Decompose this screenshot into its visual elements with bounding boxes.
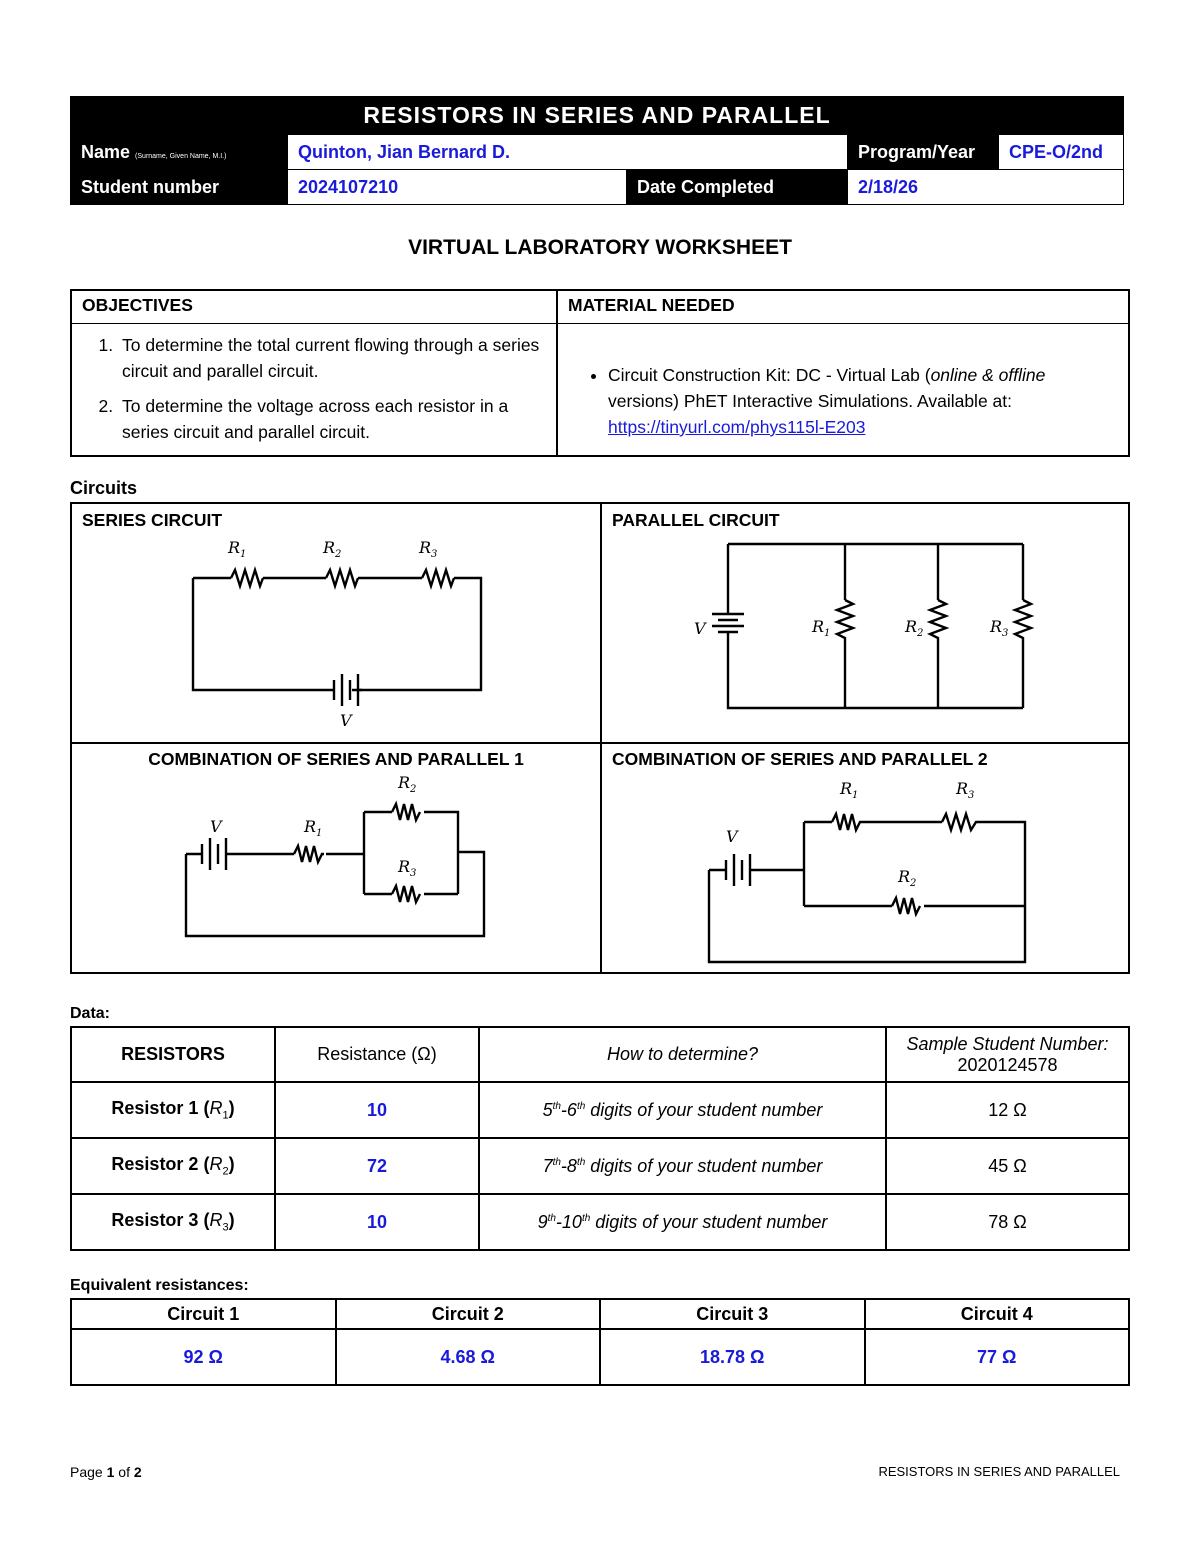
resistor-label: Resistor 3 $(R_3)$ — [71, 1194, 275, 1250]
col-header: Resistance (Ω) — [275, 1027, 479, 1082]
combo1-resistor-3 — [392, 886, 420, 902]
series-resistor-1 — [231, 570, 263, 586]
objectives-list — [80, 332, 546, 445]
program-label: Program/Year — [848, 135, 999, 170]
resistance-value[interactable]: 72 — [275, 1138, 479, 1194]
material-italic: online & offline — [930, 365, 1046, 385]
material-link[interactable]: https://tinyurl.com/phys115l-E203 — [608, 417, 866, 437]
date-label: Date Completed — [627, 170, 848, 205]
equivalent-value[interactable]: 18.78 Ω — [600, 1329, 865, 1385]
series-resistor-2 — [326, 570, 358, 586]
header-table — [70, 96, 1124, 205]
program-value[interactable]: CPE-O/2nd — [999, 135, 1124, 170]
series-r2-label: $R_2$ — [323, 538, 342, 560]
series-r1-label: $R_1$ — [228, 538, 247, 560]
combo2-r3-label: $R_3$ — [956, 779, 975, 801]
material-text-2: versions) PhET Interactive Simulations. Available at: — [608, 391, 1012, 411]
material-text: Circuit Construction Kit: DC - Virtual Lab ( — [608, 365, 931, 385]
parallel-wire — [728, 544, 1023, 708]
series-v-label: V — [340, 711, 352, 730]
combo2-r2-label: $R_2$ — [898, 867, 917, 889]
equivalent-value[interactable]: 4.68 Ω — [336, 1329, 601, 1385]
how-to-determine: 5th-6th digits of your student number — [479, 1082, 886, 1138]
col-header: How to determine? — [479, 1027, 886, 1082]
parallel-circuit-title: PARALLEL CIRCUIT — [612, 510, 780, 530]
sample-value: 12 Ω — [886, 1082, 1129, 1138]
objective-item: 2. To determine the voltage across each resistor in a series circuit and parallel circuit. — [118, 393, 546, 445]
name-hint: (Surname, Given Name, M.I.) — [135, 152, 227, 160]
resistor-label: Resistor 2 $(R_2)$ — [71, 1138, 275, 1194]
col-header: Sample Student Number: — [906, 1033, 1109, 1054]
worksheet-main-title: RESISTORS IN SERIES AND PARALLEL — [71, 97, 1124, 135]
combo1-r1-label: $R_1$ — [304, 817, 323, 839]
date-value[interactable]: 2/18/26 — [848, 170, 1124, 205]
resistance-value[interactable]: 10 — [275, 1194, 479, 1250]
col-header-sample — [886, 1027, 1129, 1082]
equivalent-table — [70, 1298, 1130, 1386]
series-wire — [193, 578, 481, 690]
resistance-value[interactable]: 10 — [275, 1082, 479, 1138]
circuit-diagrams — [72, 504, 1128, 972]
materials-cell — [557, 290, 1129, 456]
objective-item: 1. To determine the total current flowing through a series circuit and parallel circuit. — [118, 332, 546, 384]
parallel-r2-label: $R_2$ — [905, 617, 924, 639]
parallel-resistor-3 — [1015, 600, 1031, 648]
resistor-label: Resistor 1 $(R_1)$ — [71, 1082, 275, 1138]
combo2-battery — [722, 854, 756, 886]
sample-number: 2020124578 — [957, 1054, 1058, 1075]
circuits-heading: Circuits — [70, 478, 138, 498]
combo2-wire — [709, 822, 1025, 962]
circuits-grid — [70, 502, 1130, 974]
combo1-r2-label: $R_2$ — [398, 773, 417, 795]
student-number-label: Student number — [71, 170, 288, 205]
table-row — [71, 1138, 1129, 1194]
circuit-header: Circuit 4 — [865, 1299, 1130, 1329]
sample-value: 78 Ω — [886, 1194, 1129, 1250]
student-number-value[interactable]: 2024107210 — [288, 170, 627, 205]
parallel-v-label: V — [694, 619, 706, 638]
combo1-battery — [198, 838, 230, 870]
parallel-battery — [712, 612, 744, 638]
materials-list — [566, 362, 1118, 440]
table-row — [71, 1082, 1129, 1138]
parallel-resistor-2 — [930, 600, 946, 648]
data-heading: Data: — [70, 1005, 111, 1022]
how-to-determine: 7th-8th digits of your student number — [479, 1138, 886, 1194]
combo1-wire — [186, 812, 484, 936]
series-battery — [330, 674, 362, 706]
series-r3-label: $R_3$ — [419, 538, 438, 560]
footer-title: RESISTORS IN SERIES AND PARALLEL — [878, 1464, 1120, 1479]
combo2-resistor-2 — [892, 898, 920, 914]
equivalent-heading: Equivalent resistances: — [70, 1277, 249, 1294]
combo2-r1-label: $R_1$ — [840, 779, 859, 801]
col-header: RESISTORS — [71, 1027, 275, 1082]
series-resistor-3 — [422, 570, 454, 586]
circuit-header: Circuit 1 — [71, 1299, 336, 1329]
parallel-r1-label: $R_1$ — [812, 617, 831, 639]
circuit-header: Circuit 2 — [336, 1299, 601, 1329]
circuit-header: Circuit 3 — [600, 1299, 865, 1329]
parallel-resistor-1 — [837, 600, 853, 648]
how-to-determine: 9th-10th digits of your student number — [479, 1194, 886, 1250]
material-item — [608, 362, 1118, 440]
materials-heading: MATERIAL NEEDED — [558, 291, 1128, 324]
objectives-cell — [71, 290, 557, 456]
data-table — [70, 1026, 1130, 1251]
objectives-heading: OBJECTIVES — [72, 291, 556, 324]
combo1-v-label: V — [210, 817, 222, 836]
table-row — [71, 1194, 1129, 1250]
sample-value: 45 Ω — [886, 1138, 1129, 1194]
worksheet-subtitle: VIRTUAL LABORATORY WORKSHEET — [408, 236, 792, 259]
series-circuit-title: SERIES CIRCUIT — [82, 510, 223, 530]
combo2-resistor-3 — [942, 814, 1000, 830]
combo2-resistor-1 — [832, 814, 864, 830]
name-value[interactable]: Quinton, Jian Bernard D. — [288, 135, 848, 170]
name-label-cell — [71, 135, 288, 170]
parallel-r3-label: $R_3$ — [990, 617, 1009, 639]
combo2-title: COMBINATION OF SERIES AND PARALLEL 2 — [612, 749, 988, 769]
equivalent-value[interactable]: 92 Ω — [71, 1329, 336, 1385]
combo1-r3-label: $R_3$ — [398, 857, 417, 879]
combo1-resistor-2 — [392, 804, 420, 820]
page-number: Page 1 of 2 — [70, 1464, 142, 1480]
objectives-table — [70, 289, 1130, 457]
combo2-v-label: V — [726, 827, 738, 846]
name-label: Name — [81, 141, 131, 162]
equivalent-value[interactable]: 77 Ω — [865, 1329, 1130, 1385]
combo1-resistor-1 — [294, 846, 324, 862]
combo1-title: COMBINATION OF SERIES AND PARALLEL 1 — [148, 749, 524, 769]
